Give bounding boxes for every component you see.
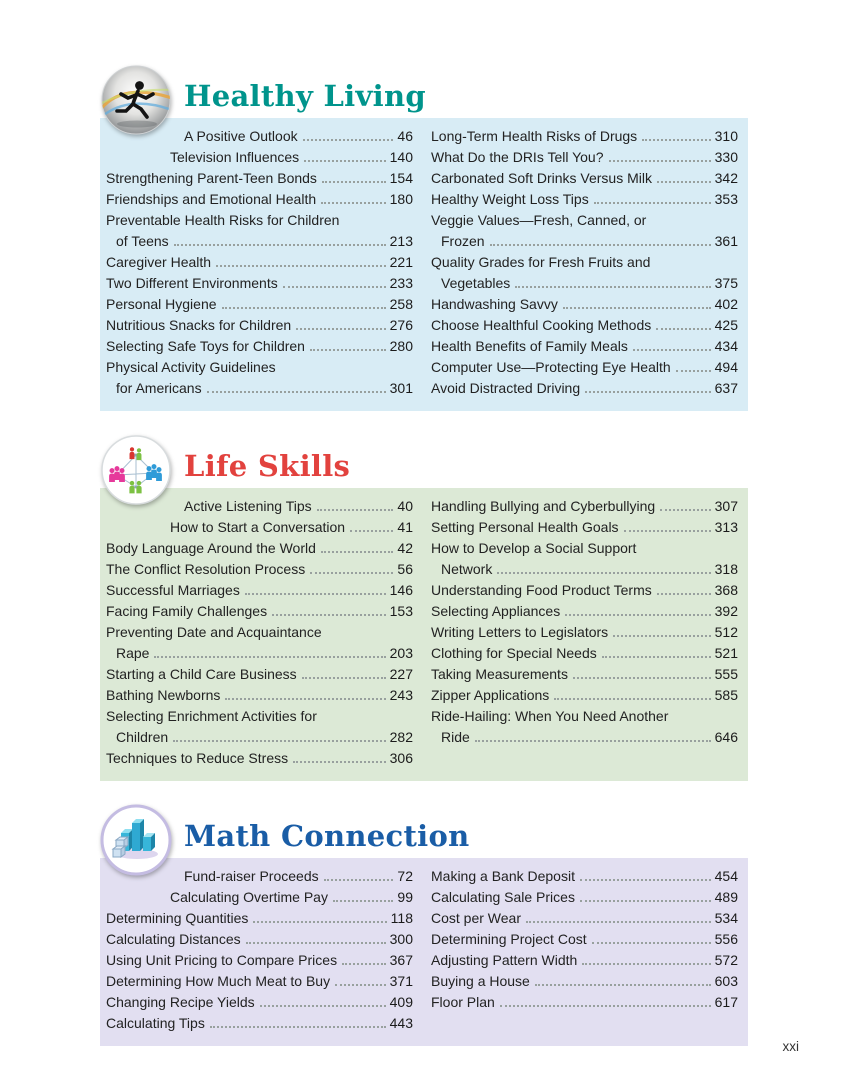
entry-title: Rape [116, 645, 150, 661]
dot-leader [585, 391, 711, 393]
dot-leader [554, 698, 710, 700]
bar-chart-3d-icon [100, 804, 172, 876]
entry-title: Zipper Applications [431, 687, 550, 703]
entry-page-number: 585 [714, 687, 738, 703]
dot-leader [272, 614, 386, 616]
entry-page-number: 555 [714, 666, 738, 682]
entry-page-number: 402 [714, 296, 738, 312]
toc-column-right [431, 866, 738, 1034]
page-number: xxi [782, 1039, 799, 1054]
entry-title: Techniques to Reduce Stress [106, 750, 289, 766]
section-title: Life Skills [184, 449, 351, 483]
entry-page-number: 371 [389, 973, 413, 989]
toc-column-left [106, 496, 413, 769]
entry-title: Understanding Food Product Terms [431, 582, 652, 598]
dot-leader [333, 900, 393, 902]
dot-leader [500, 1005, 711, 1007]
entry-page-number: 556 [714, 931, 738, 947]
toc-column-left [106, 866, 413, 1034]
section-panel [100, 118, 748, 411]
entry-title: Successful Marriages [106, 582, 240, 598]
section-life-skills [100, 434, 748, 781]
entry-page-number: 409 [389, 994, 413, 1010]
entry-page-number: 313 [714, 519, 738, 535]
toc-entry [106, 336, 413, 357]
runner-photo-icon [100, 64, 172, 136]
entry-title: Personal Hygiene [106, 296, 217, 312]
toc-column-left [106, 126, 413, 399]
dot-leader [304, 160, 385, 162]
entry-title: Calculating Sale Prices [431, 889, 575, 905]
entry-page-number: 342 [714, 170, 738, 186]
dot-leader [321, 551, 394, 553]
entry-title: Cost per Wear [431, 910, 521, 926]
dot-leader [490, 244, 711, 246]
entry-page-number: 306 [389, 750, 413, 766]
entry-title: of Teens [116, 233, 169, 249]
entry-title: Calculating Tips [106, 1015, 205, 1031]
dot-leader [154, 656, 385, 658]
toc-entry [106, 1013, 413, 1034]
dot-leader [582, 963, 710, 965]
toc-entry [431, 706, 738, 748]
entry-page-number: 280 [389, 338, 413, 354]
entry-page-number: 375 [714, 275, 738, 291]
entry-page-number: 434 [714, 338, 738, 354]
dot-leader [609, 160, 711, 162]
people-network-icon [100, 434, 172, 506]
toc-entry [431, 971, 738, 992]
entry-title: Changing Recipe Yields [106, 994, 255, 1010]
dot-leader [573, 677, 711, 679]
entry-page-number: 118 [390, 910, 413, 926]
toc-entry [431, 664, 738, 685]
dot-leader [260, 1005, 386, 1007]
entry-page-number: 646 [714, 729, 738, 745]
dot-leader [613, 635, 710, 637]
entry-page-number: 154 [389, 170, 413, 186]
toc-entry [431, 929, 738, 950]
entry-title: Facing Family Challenges [106, 603, 268, 619]
entry-page-number: 153 [389, 603, 413, 619]
entry-title: Selecting Safe Toys for Children [106, 338, 305, 354]
entry-title: Health Benefits of Family Meals [431, 338, 628, 354]
entry-title: Determining Project Cost [431, 931, 587, 947]
toc-entry [431, 887, 738, 908]
entry-page-number: 213 [389, 233, 413, 249]
toc-entry [106, 992, 413, 1013]
toc-entry [431, 643, 738, 664]
toc-entry [431, 622, 738, 643]
dot-leader [624, 530, 711, 532]
dot-leader [515, 286, 710, 288]
entry-title: Selecting Enrichment Activities for [106, 708, 317, 724]
entry-title: Making a Bank Deposit [431, 868, 575, 884]
entry-title: Choose Healthful Cooking Methods [431, 317, 652, 333]
entry-page-number: 99 [397, 889, 413, 905]
dot-leader [322, 181, 386, 183]
dot-leader [563, 307, 711, 309]
dot-leader [245, 593, 386, 595]
entry-title: How to Start a Conversation [170, 519, 346, 535]
toc-entry [106, 189, 413, 210]
dot-leader [580, 879, 711, 881]
entry-page-number: 330 [714, 149, 738, 165]
dot-leader [335, 984, 386, 986]
toc-column-right [431, 126, 738, 399]
toc-entry [431, 950, 738, 971]
dot-leader [580, 900, 711, 902]
entry-page-number: 361 [714, 233, 738, 249]
entry-title: Taking Measurements [431, 666, 568, 682]
dot-leader [633, 349, 711, 351]
toc-entry [431, 992, 738, 1013]
entry-page-number: 307 [714, 498, 738, 514]
entry-title: Avoid Distracted Driving [431, 380, 581, 396]
dot-leader [656, 328, 710, 330]
entry-title: How to Develop a Social Support [431, 540, 637, 556]
dot-leader [253, 921, 386, 923]
section-panel [100, 488, 748, 781]
toc-entry [431, 147, 738, 168]
entry-title: Veggie Values—Fresh, Canned, or [431, 212, 647, 228]
entry-page-number: 46 [397, 128, 413, 144]
dot-leader [660, 509, 711, 511]
entry-title: Caregiver Health [106, 254, 212, 270]
section-heading-row [100, 804, 748, 858]
dot-leader [293, 761, 386, 763]
entry-title: Buying a House [431, 973, 530, 989]
entry-title: Computer Use—Protecting Eye Health [431, 359, 671, 375]
dot-leader [310, 572, 393, 574]
entry-title: Strengthening Parent-Teen Bonds [106, 170, 317, 186]
dot-leader [302, 677, 386, 679]
dot-leader [602, 656, 711, 658]
entry-title: Selecting Appliances [431, 603, 561, 619]
entry-title: Long-Term Health Risks of Drugs [431, 128, 638, 144]
entry-title: Carbonated Soft Drinks Versus Milk [431, 170, 652, 186]
dot-leader [222, 307, 386, 309]
entry-title: Using Unit Pricing to Compare Prices [106, 952, 338, 968]
entry-title: Quality Grades for Fresh Fruits and [431, 254, 651, 270]
dot-leader [592, 942, 711, 944]
toc-entry [431, 378, 738, 399]
toc-entry [431, 252, 738, 294]
entry-page-number: 617 [714, 994, 738, 1010]
toc-entry [106, 273, 413, 294]
dot-leader [296, 328, 385, 330]
entry-page-number: 454 [714, 868, 738, 884]
entry-title: Healthy Weight Loss Tips [431, 191, 589, 207]
entry-title: Handwashing Savvy [431, 296, 558, 312]
entry-page-number: 56 [397, 561, 413, 577]
toc-entry [106, 315, 413, 336]
dot-leader [216, 265, 386, 267]
dot-leader [283, 286, 386, 288]
entry-page-number: 368 [714, 582, 738, 598]
section-heading-row [100, 434, 748, 488]
entry-title: Fund-raiser Proceeds [184, 868, 319, 884]
entry-title: Preventable Health Risks for Children [106, 212, 340, 228]
toc-entry [106, 748, 413, 769]
entry-title: Clothing for Special Needs [431, 645, 597, 661]
entry-title: Friendships and Emotional Health [106, 191, 317, 207]
entry-page-number: 603 [714, 973, 738, 989]
toc-entry [431, 126, 738, 147]
toc-entry [431, 866, 738, 887]
entry-title: Children [116, 729, 169, 745]
entry-page-number: 353 [714, 191, 738, 207]
entry-title: The Conflict Resolution Process [106, 561, 306, 577]
entry-page-number: 140 [389, 149, 413, 165]
section-healthy-living [100, 64, 748, 411]
toc-entry [106, 294, 413, 315]
entry-title: Calculating Overtime Pay [170, 889, 328, 905]
dot-leader [642, 139, 710, 141]
dot-leader [321, 202, 386, 204]
toc-entry [106, 559, 413, 580]
entry-title: Vegetables [441, 275, 511, 291]
toc-entry [431, 189, 738, 210]
entry-title: Preventing Date and Acquaintance [106, 624, 322, 640]
dot-leader [310, 349, 386, 351]
dot-leader [594, 202, 711, 204]
dot-leader [475, 740, 711, 742]
entry-page-number: 203 [389, 645, 413, 661]
dot-leader [342, 963, 386, 965]
toc-entry [431, 685, 738, 706]
toc-entry [106, 887, 413, 908]
toc-entry [106, 357, 413, 399]
entry-title: What Do the DRIs Tell You? [431, 149, 604, 165]
entry-page-number: 521 [714, 645, 738, 661]
entry-page-number: 221 [389, 254, 413, 270]
entry-page-number: 72 [397, 868, 413, 884]
toc-entry [431, 538, 738, 580]
dot-leader [317, 509, 394, 511]
entry-page-number: 258 [389, 296, 413, 312]
dot-leader [174, 244, 386, 246]
toc-entry [106, 252, 413, 273]
entry-title: Ride [441, 729, 470, 745]
entry-page-number: 146 [389, 582, 413, 598]
dot-leader [526, 921, 711, 923]
toc-entry [431, 908, 738, 929]
entry-page-number: 233 [389, 275, 413, 291]
toc-entry [431, 517, 738, 538]
entry-page-number: 637 [714, 380, 738, 396]
entry-page-number: 300 [389, 931, 413, 947]
entry-page-number: 301 [389, 380, 413, 396]
entry-title: Body Language Around the World [106, 540, 316, 556]
dot-leader [657, 593, 711, 595]
entry-title: Handling Bullying and Cyberbullying [431, 498, 656, 514]
dot-leader [350, 530, 393, 532]
toc-entry [106, 622, 413, 664]
entry-page-number: 367 [389, 952, 413, 968]
entry-page-number: 227 [389, 666, 413, 682]
section-title: Healthy Living [184, 79, 426, 113]
dot-leader [657, 181, 711, 183]
toc-entry [431, 580, 738, 601]
toc-entry [106, 908, 413, 929]
entry-page-number: 489 [714, 889, 738, 905]
toc-entry [106, 929, 413, 950]
entry-title: Setting Personal Health Goals [431, 519, 619, 535]
section-math-connection [100, 804, 748, 1046]
entry-title: Physical Activity Guidelines [106, 359, 276, 375]
entry-title: Nutritious Snacks for Children [106, 317, 292, 333]
entry-page-number: 572 [714, 952, 738, 968]
entry-page-number: 443 [389, 1015, 413, 1031]
entry-page-number: 392 [714, 603, 738, 619]
entry-title: Floor Plan [431, 994, 495, 1010]
dot-leader [207, 391, 386, 393]
entry-title: Television Influences [170, 149, 300, 165]
toc-entry [431, 210, 738, 252]
dot-leader [535, 984, 711, 986]
entry-page-number: 425 [714, 317, 738, 333]
entry-page-number: 180 [389, 191, 413, 207]
entry-page-number: 282 [389, 729, 413, 745]
entry-title: for Americans [116, 380, 202, 396]
entry-title: Determining Quantities [106, 910, 249, 926]
entry-page-number: 243 [389, 687, 413, 703]
entry-title: Active Listening Tips [184, 498, 312, 514]
entry-page-number: 40 [397, 498, 413, 514]
toc-entry [106, 971, 413, 992]
entry-title: Ride-Hailing: When You Need Another [431, 708, 669, 724]
entry-title: A Positive Outlook [184, 128, 298, 144]
toc-column-right [431, 496, 738, 769]
toc-entry [431, 168, 738, 189]
toc-entry [106, 168, 413, 189]
entry-page-number: 512 [714, 624, 738, 640]
toc-entry [106, 664, 413, 685]
dot-leader [497, 572, 710, 574]
dot-leader [676, 370, 711, 372]
entry-title: Adjusting Pattern Width [431, 952, 578, 968]
section-heading-row [100, 64, 748, 118]
entry-page-number: 42 [397, 540, 413, 556]
entry-title: Network [441, 561, 493, 577]
entry-title: Two Different Environments [106, 275, 278, 291]
toc-entry [106, 580, 413, 601]
toc-entry [431, 315, 738, 336]
entry-title: Calculating Distances [106, 931, 241, 947]
toc-entry [106, 685, 413, 706]
toc-entry [431, 496, 738, 517]
entry-title: Frozen [441, 233, 485, 249]
toc-entry [431, 601, 738, 622]
entry-title: Bathing Newborns [106, 687, 221, 703]
toc-entry [106, 538, 413, 559]
dot-leader [565, 614, 710, 616]
toc-entry [106, 950, 413, 971]
entry-page-number: 534 [714, 910, 738, 926]
dot-leader [210, 1026, 386, 1028]
toc-entry [106, 147, 413, 168]
toc-entry [106, 601, 413, 622]
dot-leader [173, 740, 386, 742]
entry-page-number: 310 [714, 128, 738, 144]
toc-entry [106, 210, 413, 252]
toc-entry [106, 706, 413, 748]
entry-title: Determining How Much Meat to Buy [106, 973, 331, 989]
entry-title: Starting a Child Care Business [106, 666, 297, 682]
dot-leader [303, 139, 394, 141]
section-panel [100, 858, 748, 1046]
section-title: Math Connection [184, 819, 470, 853]
entry-page-number: 41 [397, 519, 413, 535]
dot-leader [246, 942, 386, 944]
dot-leader [225, 698, 385, 700]
entry-page-number: 318 [714, 561, 738, 577]
dot-leader [324, 879, 394, 881]
entry-page-number: 276 [389, 317, 413, 333]
toc-entry [431, 336, 738, 357]
entry-page-number: 494 [714, 359, 738, 375]
toc-entry [106, 517, 413, 538]
entry-title: Writing Letters to Legislators [431, 624, 609, 640]
toc-entry [431, 357, 738, 378]
toc-entry [431, 294, 738, 315]
